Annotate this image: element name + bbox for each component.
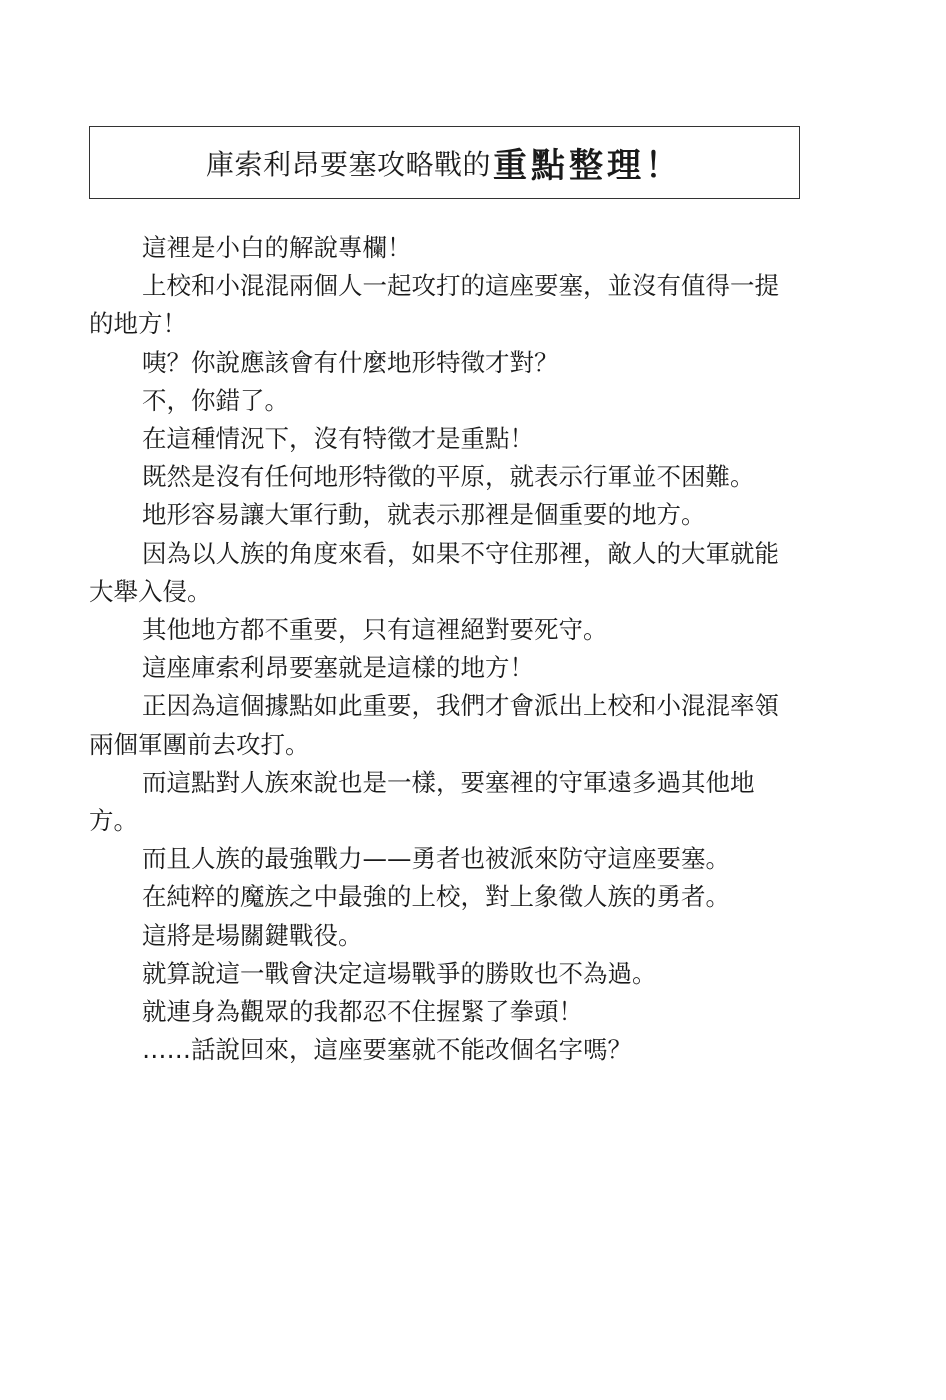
paragraph: 其他地方都不重要，只有這裡絕對要死守。 [142,615,608,645]
paragraph: 在這種情況下，沒有特徵才是重點！ [142,424,534,454]
paragraph: 這將是場關鍵戰役。 [142,920,363,950]
column-body [89,229,801,1069]
paragraph: 正因為這個據點如此重要，我們才會派出上校和小混混率領兩個軍團前去攻打。 [89,691,779,759]
column-title: 庫索利昂要塞攻略戰的 [205,147,491,181]
paragraph: 這座庫索利昂要塞就是這樣的地方！ [142,653,534,683]
paragraph: 就算說這一戰會決定這場戰爭的勝敗也不為過。 [142,958,657,988]
paragraph: 而這點對人族來說也是一樣，要塞裡的守軍遠多過其他地方。 [89,767,755,836]
paragraph: 地形容易讓大軍行動，就表示那裡是個重要的地方。 [142,500,706,530]
paragraph: 就連身為觀眾的我都忍不住握緊了拳頭！ [142,997,583,1027]
paragraph: 而且人族的最強戰力——勇者也被派來防守這座要塞。 [142,844,730,874]
paragraph: 在純粹的魔族之中最強的上校，對上象徵人族的勇者。 [142,882,730,912]
paragraph: 咦？你說應該會有什麼地形特徵才對？ [142,347,559,377]
paragraph: 既然是沒有任何地形特徵的平原，就表示行軍並不困難。 [142,462,755,492]
paragraph: 上校和小混混兩個人一起攻打的這座要塞，並沒有值得一提的地方！ [89,271,779,339]
paragraph: 因為以人族的角度來看，如果不守住那裡，敵人的大軍就能大舉入侵。 [89,538,779,606]
column-title-box [89,126,800,199]
paragraph: ……話說回來，這座要塞就不能改個名字嗎？ [142,1035,632,1065]
column-title-emphasis: 重點整理！ [493,146,683,186]
paragraph: 這裡是小白的解說專欄！ [142,233,412,262]
paragraph: 不，你錯了。 [142,385,289,415]
